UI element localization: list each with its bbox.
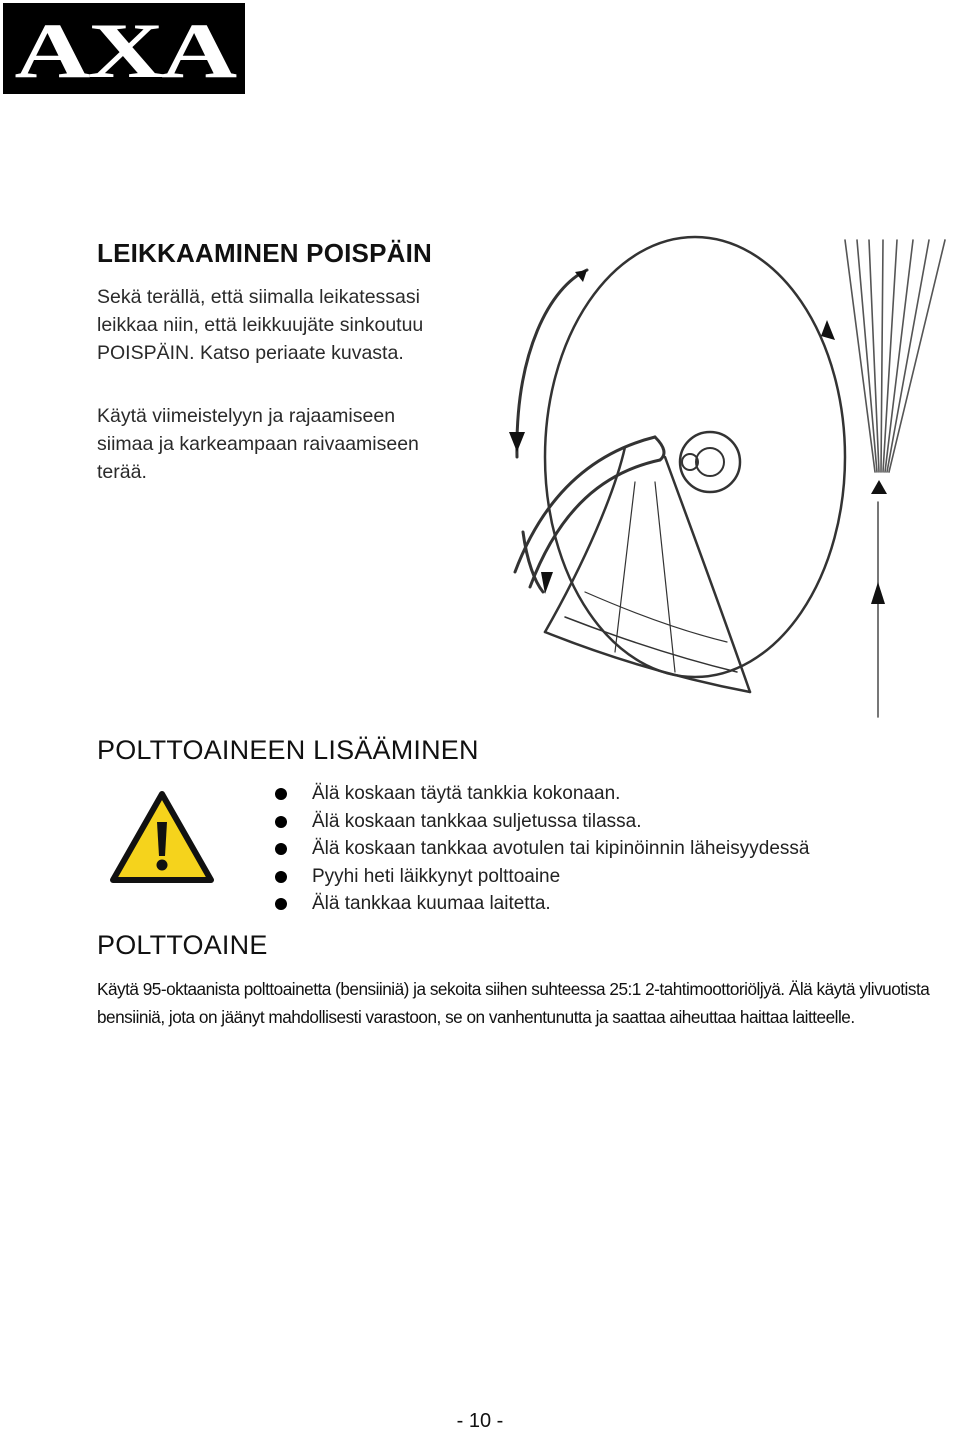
bullet-icon <box>275 898 287 910</box>
fuel-paragraph: Käytä 95-oktaanista polttoainetta (bensiiniä) ja sekoita siihen suhteessa 25:1 2-tahtimoottoriöljyä. Älä käytä ylivuotista bensiiniä, jota on jäänyt mahdollisesti varastoon, se on vanhentunutta ja saattaa aiheuttaa haittaa laitteelle. <box>97 979 930 1027</box>
logo-text: AXA <box>13 6 235 94</box>
cutting-paragraph-2: Käytä viimeistelyyn ja rajaamiseen siimaa ja karkeampaan raivaamiseen terää. <box>97 405 419 483</box>
bullet-icon <box>275 816 287 828</box>
section-title-cutting: LEIKKAAMINEN POISPÄIN <box>97 238 433 268</box>
list-item <box>272 835 809 863</box>
bullet-text: Pyyhi heti läikkynyt polttoaine <box>312 865 561 887</box>
bullet-text: Älä koskaan tankkaa avotulen tai kipinöinnin läheisyydessä <box>312 838 810 859</box>
bullet-text: Älä tankkaa kuumaa laitetta. <box>312 893 551 914</box>
axa-logo <box>3 3 245 94</box>
blade-rotation-diagram <box>505 232 955 722</box>
bullet-icon <box>275 843 287 855</box>
warning-triangle-icon <box>110 790 215 885</box>
bullet-text: Älä koskaan tankkaa suljetussa tilassa. <box>312 810 642 832</box>
page-number: - 10 - <box>456 1410 504 1432</box>
list-item <box>272 780 809 808</box>
list-item <box>272 890 809 918</box>
list-item <box>272 808 809 836</box>
refuel-bullet-list <box>272 780 809 918</box>
cutting-paragraph-1: Sekä terällä, että siimalla leikatessasi leikkaa niin, että leikkuujäte sinkoutuu POISPÄIN. Katso periaate kuvasta. <box>97 286 424 364</box>
section-title-refuel: POLTTOAINEEN LISÄÄMINEN <box>97 735 479 765</box>
bullet-icon <box>275 788 287 800</box>
bullet-icon <box>275 871 287 883</box>
list-item <box>272 863 809 891</box>
section-title-fuel: POLTTOAINE <box>97 930 268 960</box>
bullet-text: Älä koskaan täytä tankkia kokonaan. <box>312 783 621 804</box>
